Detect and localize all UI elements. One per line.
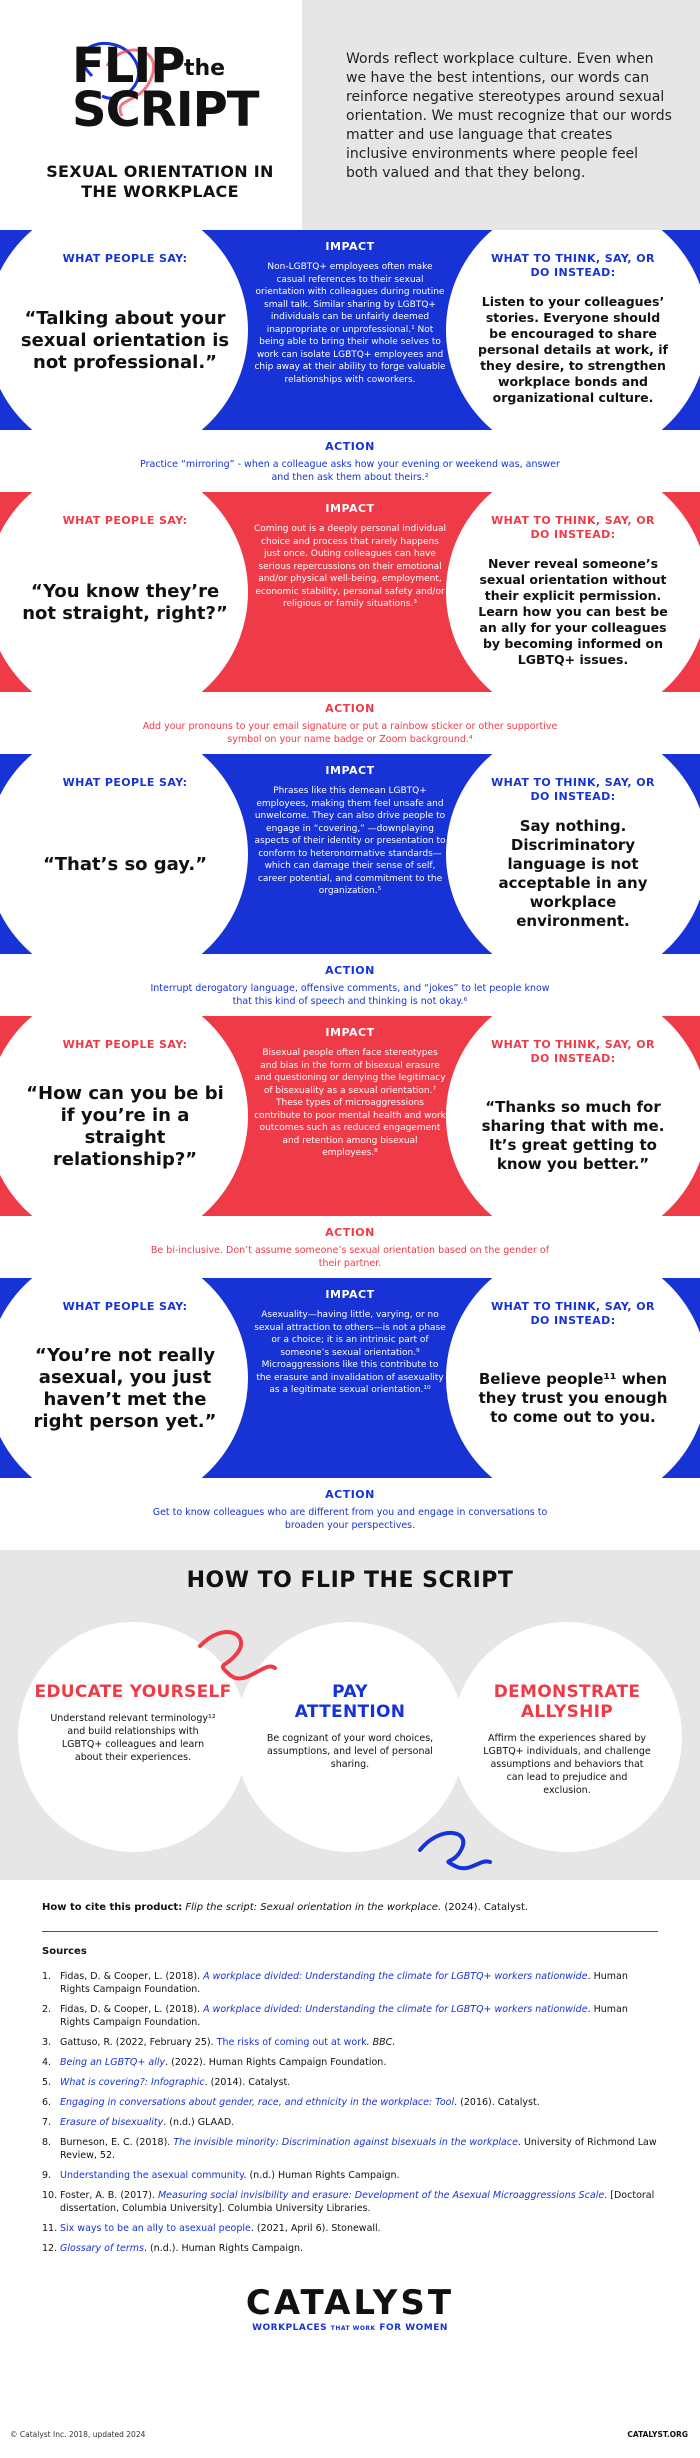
pay-attention-heading: PAY ATTENTION	[294, 1682, 406, 1722]
think-text: Believe people¹¹ when they trust you enough to come out to you.	[478, 1369, 668, 1426]
impact-text: Coming out is a deeply personal individual choice and process that rarely happens just once. Outing colleagues can have serious repercussions on their emotional and/or physical well-being, employment, economic stability, personal safety and/or religious or family situations.³	[254, 524, 446, 609]
allyship-heading: DEMONSTRATE ALLYSHIP	[493, 1682, 641, 1722]
think-circle	[446, 230, 700, 430]
source-item: 3. Gattuso, R. (2022, February 25). The risks of coming out at work. BBC.	[42, 2037, 396, 2048]
source-link[interactable]: Erasure of bisexuality	[60, 2117, 164, 2128]
impact-panel	[254, 754, 446, 954]
say-quote: “You know they’re not straight, right?”	[22, 580, 228, 624]
think-text: Say nothing. Discriminatory language is not acceptable in any workplace environment.	[498, 817, 648, 930]
source-item: 8. Burneson, E. C. (2018). The invisible minority: Discrimination against bisexuals in the workplace. University of Richmond Law Review, 52.	[42, 2137, 657, 2161]
pay-attention-text: Be cognizant of your word choices, assumptions, and level of personal sharing.	[266, 1733, 434, 1770]
say-label: WHAT PEOPLE SAY:	[62, 1300, 188, 1313]
section-3	[0, 754, 700, 954]
think-circle	[446, 492, 700, 692]
say-circle	[0, 754, 248, 954]
cite-rest: (2024). Catalyst.	[444, 1902, 529, 1913]
site-url[interactable]: CATALYST.ORG	[627, 2430, 688, 2439]
educate-text: Understand relevant terminology¹² and build relationships with LGBTQ+ colleagues and learn about their experiences.	[50, 1713, 216, 1763]
impact-panel	[254, 230, 446, 430]
action-label: ACTION	[325, 1226, 375, 1239]
think-text: Listen to your colleagues’ stories. Everyone should be encouraged to share personal details at work, if they desire, to strengthen workplace bonds and organizational culture.	[478, 294, 668, 405]
source-link[interactable]: The risks of coming out at work	[216, 2037, 367, 2048]
impact-label: IMPACT	[325, 502, 375, 515]
impact-label: IMPACT	[325, 240, 375, 253]
think-label: WHAT TO THINK, SAY, OR DO INSTEAD:	[491, 776, 655, 803]
how-to-title: HOW TO FLIP THE SCRIPT	[186, 1568, 514, 1593]
how-to-section	[0, 1550, 700, 1880]
cite-label: How to cite this product:	[42, 1902, 183, 1913]
say-circle	[0, 1278, 248, 1478]
page-subtitle: SEXUAL ORIENTATION IN THE WORKPLACE	[46, 162, 274, 201]
say-quote: “Talking about your sexual orientation is not professional.”	[20, 307, 230, 373]
educate-circle	[18, 1622, 248, 1852]
source-link[interactable]: The invisible minority: Discrimination against bisexuals in the workplace	[173, 2137, 518, 2148]
say-circle	[0, 492, 248, 692]
source-link[interactable]: Glossary of terms	[60, 2243, 144, 2254]
source-link[interactable]: A workplace divided: Understanding the climate for LGBTQ+ workers nationwide	[203, 1971, 588, 1982]
think-circle	[446, 1016, 700, 1216]
section-1	[0, 230, 700, 430]
action-4	[0, 1216, 700, 1278]
action-text: Add your pronouns to your email signature or put a rainbow sticker or other supportive symbol on your name badge or Zoom background.⁴	[142, 721, 558, 745]
think-label: WHAT TO THINK, SAY, OR DO INSTEAD:	[491, 1300, 655, 1327]
action-5	[0, 1478, 700, 1550]
source-item: 9. Understanding the asexual community. (n.d.) Human Rights Campaign.	[42, 2170, 400, 2181]
source-link[interactable]: Engaging in conversations about gender, race, and ethnicity in the workplace: Tool	[60, 2097, 455, 2108]
header	[0, 0, 700, 230]
source-item: 2. Fidas, D. & Cooper, L. (2018). A workplace divided: Understanding the climate for LGBTQ+ workers nationwide. Human Rights Campaign Foundation.	[42, 2004, 628, 2028]
think-text: Never reveal someone’s sexual orientation without their explicit permission. Learn how you can best be an ally for your colleagues by becoming informed on LGBTQ+ issues.	[478, 556, 668, 667]
sources-list	[0, 1957, 700, 2255]
think-label: WHAT TO THINK, SAY, OR DO INSTEAD:	[491, 252, 655, 279]
impact-label: IMPACT	[325, 1288, 375, 1301]
footer	[0, 2418, 700, 2458]
source-link[interactable]: Understanding the asexual community	[60, 2170, 244, 2181]
impact-label: IMPACT	[325, 764, 375, 777]
intro-panel	[302, 0, 700, 230]
allyship-text: Affirm the experiences shared by LGBTQ+ individuals, and challenge assumptions and behaviors that can lead to prejudice and exclusion.	[483, 1733, 651, 1796]
action-label: ACTION	[325, 964, 375, 977]
impact-text: Phrases like this demean LGBTQ+ employees, making them feel unsafe and unwelcome. They can also drive people to engage in “covering,” —downplaying aspects of their identity or presentation to conform to heteronormative standards—which can damage their sense of self, career potential, and commitment to the organization.⁵	[254, 786, 446, 896]
think-text: “Thanks so much for sharing that with me. It’s great getting to know you better.”	[481, 1098, 665, 1173]
source-item: 1. Fidas, D. & Cooper, L. (2018). A workplace divided: Understanding the climate for LGBTQ+ workers nationwide. Human Rights Campaign Foundation.	[42, 1971, 628, 1995]
source-item: 4. Being an LGBTQ+ ally. (2022). Human Rights Campaign Foundation.	[42, 2057, 387, 2068]
source-link[interactable]: Being an LGBTQ+ ally	[60, 2057, 166, 2068]
action-1	[0, 430, 700, 492]
catalyst-logo	[0, 2283, 700, 2333]
source-link[interactable]: Six ways to be an ally to asexual people	[60, 2223, 251, 2234]
impact-text: Bisexual people often face stereotypes and bias in the form of bisexual erasure and questioning or denying the legitimacy of bisexuality as a sexual orientation.⁷ These types of microaggressions contribute to poor mental health and work outcomes such as reduced engagement and retention among bisexual employees.⁸	[254, 1048, 446, 1158]
action-label: ACTION	[325, 1488, 375, 1501]
impact-text: Non-LGBTQ+ employees often make casual references to their sexual orientation with colleagues during routine small talk. Similar sharing by LGBTQ+ individuals can be unfairly deemed inappropriate or unprofessional.¹ Not being able to bring their whole selves to work can isolate LGBTQ+ employees and chip away at their ability to forge valuable relationships with coworkers.	[254, 262, 446, 385]
impact-text: Asexuality—having little, varying, or no sexual attraction to others—is not a phase or a choice; it is an intrinsic part of someone’s sexual orientation.⁹ Microaggressions like this contribute to the erasure and invalidation of asexuality as a legitimate sexual orientation.¹⁰	[254, 1310, 446, 1395]
source-link[interactable]: Measuring social invisibility and erasure: Development of the Asexual Microaggressions Scale	[157, 2190, 605, 2201]
impact-panel	[254, 1016, 446, 1216]
educate-heading: EDUCATE YOURSELF	[34, 1682, 232, 1702]
sources-title: Sources	[42, 1946, 87, 1957]
flip-the-script-logo	[52, 36, 272, 146]
say-quote: “That’s so gay.”	[42, 853, 208, 875]
logo-flip-text: FLIP	[72, 38, 185, 94]
allyship-circle	[452, 1622, 682, 1852]
copyright: © Catalyst Inc. 2018, updated 2024	[10, 2430, 146, 2439]
think-circle	[446, 754, 700, 954]
source-item: 5. What is covering?: Infographic. (2014). Catalyst.	[42, 2077, 291, 2088]
source-item: 6. Engaging in conversations about gender, race, and ethnicity in the workplace: Tool. (2016). Catalyst.	[42, 2097, 540, 2108]
intro-text: Words reflect workplace culture. Even when we have the best intentions, our words can reinforce negative stereotypes around sexual orientation. We must recognize that our words matter and use language that creates inclusive environments where people feel both valued and that they belong.	[346, 51, 672, 181]
action-label: ACTION	[325, 440, 375, 453]
action-text: Be bi-inclusive. Don’t assume someone’s sexual orientation based on the gender of their partner.	[150, 1245, 550, 1269]
impact-panel	[254, 1278, 446, 1478]
impact-label: IMPACT	[325, 1026, 375, 1039]
say-quote: “You’re not really asexual, you just haven’t met the right person yet.”	[33, 1344, 217, 1432]
say-circle	[0, 230, 248, 430]
action-text: Interrupt derogatory language, offensive comments, and “jokes” to let people know that this kind of speech and thinking is not okay.⁶	[150, 983, 550, 1007]
source-link[interactable]: What is covering?: Infographic	[60, 2077, 205, 2088]
say-label: WHAT PEOPLE SAY:	[62, 1038, 188, 1051]
pay-attention-circle	[235, 1622, 465, 1852]
say-label: WHAT PEOPLE SAY:	[62, 252, 188, 265]
action-2	[0, 692, 700, 754]
section-2	[0, 492, 700, 692]
source-item: 12. Glossary of terms. (n.d.). Human Rights Campaign.	[42, 2243, 304, 2254]
say-label: WHAT PEOPLE SAY:	[62, 514, 188, 527]
catalyst-name: CATALYST	[245, 2283, 455, 2323]
source-item: 7. Erasure of bisexuality. (n.d.) GLAAD.	[42, 2117, 235, 2128]
source-item: 10. Foster, A. B. (2017). Measuring social invisibility and erasure: Development of the Asexual Microaggressions Scale. [Doctoral dissertation, Columbia University]. Columbia University Libraries.	[42, 2190, 655, 2214]
cite-line	[0, 1880, 700, 1913]
logo-the-text: the	[184, 56, 226, 81]
impact-panel	[254, 492, 446, 692]
say-label: WHAT PEOPLE SAY:	[62, 776, 188, 789]
action-text: Practice “mirroring” - when a colleague asks how your evening or weekend was, answer and then ask them about theirs.²	[140, 459, 560, 483]
say-circle	[0, 1016, 248, 1216]
think-label: WHAT TO THINK, SAY, OR DO INSTEAD:	[491, 514, 655, 541]
say-quote: “How can you be bi if you’re in a straight relationship?”	[26, 1082, 224, 1170]
action-label: ACTION	[325, 702, 375, 715]
source-item: 11. Six ways to be an ally to asexual people. (2021, April 6). Stonewall.	[42, 2223, 381, 2234]
think-label: WHAT TO THINK, SAY, OR DO INSTEAD:	[491, 1038, 655, 1065]
logo-script-text: SCRIPT	[72, 82, 259, 138]
section-5	[0, 1278, 700, 1478]
source-link[interactable]: A workplace divided: Understanding the climate for LGBTQ+ workers nationwide	[203, 2004, 588, 2015]
cite-title: Flip the script: Sexual orientation in the workplace.	[185, 1902, 442, 1913]
action-text: Get to know colleagues who are different from you and engage in conversations to broaden your perspectives.	[152, 1507, 548, 1531]
think-circle	[446, 1278, 700, 1478]
section-4	[0, 1016, 700, 1216]
catalyst-tagline: WORKPLACES THAT WORK FOR WOMEN	[252, 2323, 448, 2333]
action-3	[0, 954, 700, 1016]
